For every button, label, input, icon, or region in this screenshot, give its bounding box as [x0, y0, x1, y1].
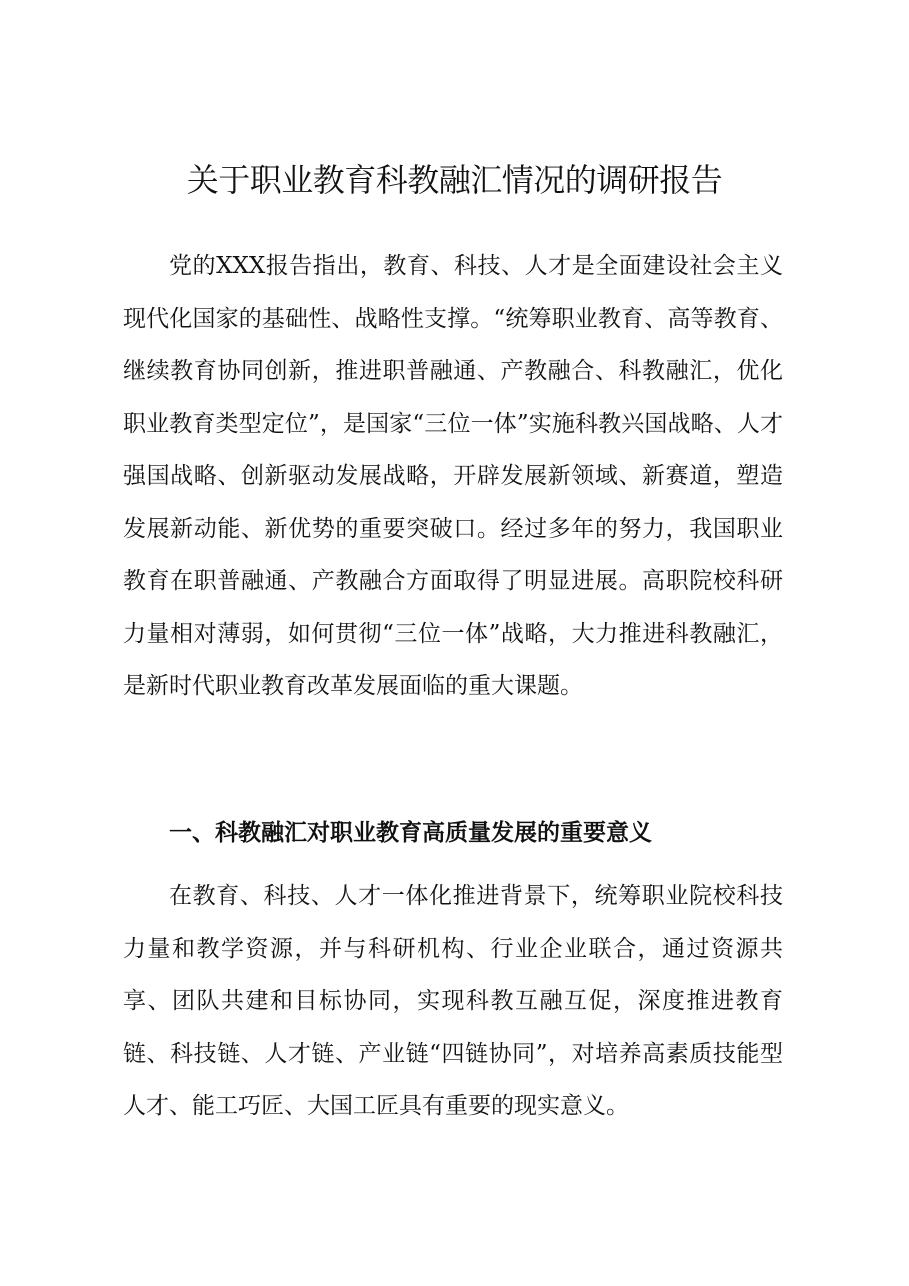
- body-paragraph-section-1: 在教育、科技、人才一体化推进背景下，统筹职业院校科技力量和教学资源，并与科研机构、行业企业联合，通过资源共享、团队共建和目标协同，实现科教互融互促，深度推进教育链、科技链、人才链、产业链“四链协同”，对培养高素质技能型人才、能工巧匠、大国工匠具有重要的现实意义。: [123, 883, 783, 1119]
- document-title: 关于职业教育科教融汇情况的调研报告: [186, 161, 723, 199]
- body-paragraph-intro: 党的XXX报告指出，教育、科技、人才是全面建设社会主义现代化国家的基础性、战略性支撑。“统筹职业教育、高等教育、继续教育协同创新，推进职普融通、产教融合、科教融汇，优化职业教育类型定位”，是国家“三位一体”实施科教兴国战略、人才强国战略、创新驱动发展战略，开辟发展新领域、新赛道，塑造发展新动能、新优势的重要突破口。经过多年的努力，我国职业教育在职普融通、产教融合方面取得了明显进展。高职院校科研力量相对薄弱，如何贯彻“三位一体”战略，大力推进科教融汇，是新时代职业教育改革发展面临的重大课题。: [123, 253, 783, 699]
- section-heading: 一、科教融汇对职业教育高质量发展的重要意义: [169, 820, 652, 846]
